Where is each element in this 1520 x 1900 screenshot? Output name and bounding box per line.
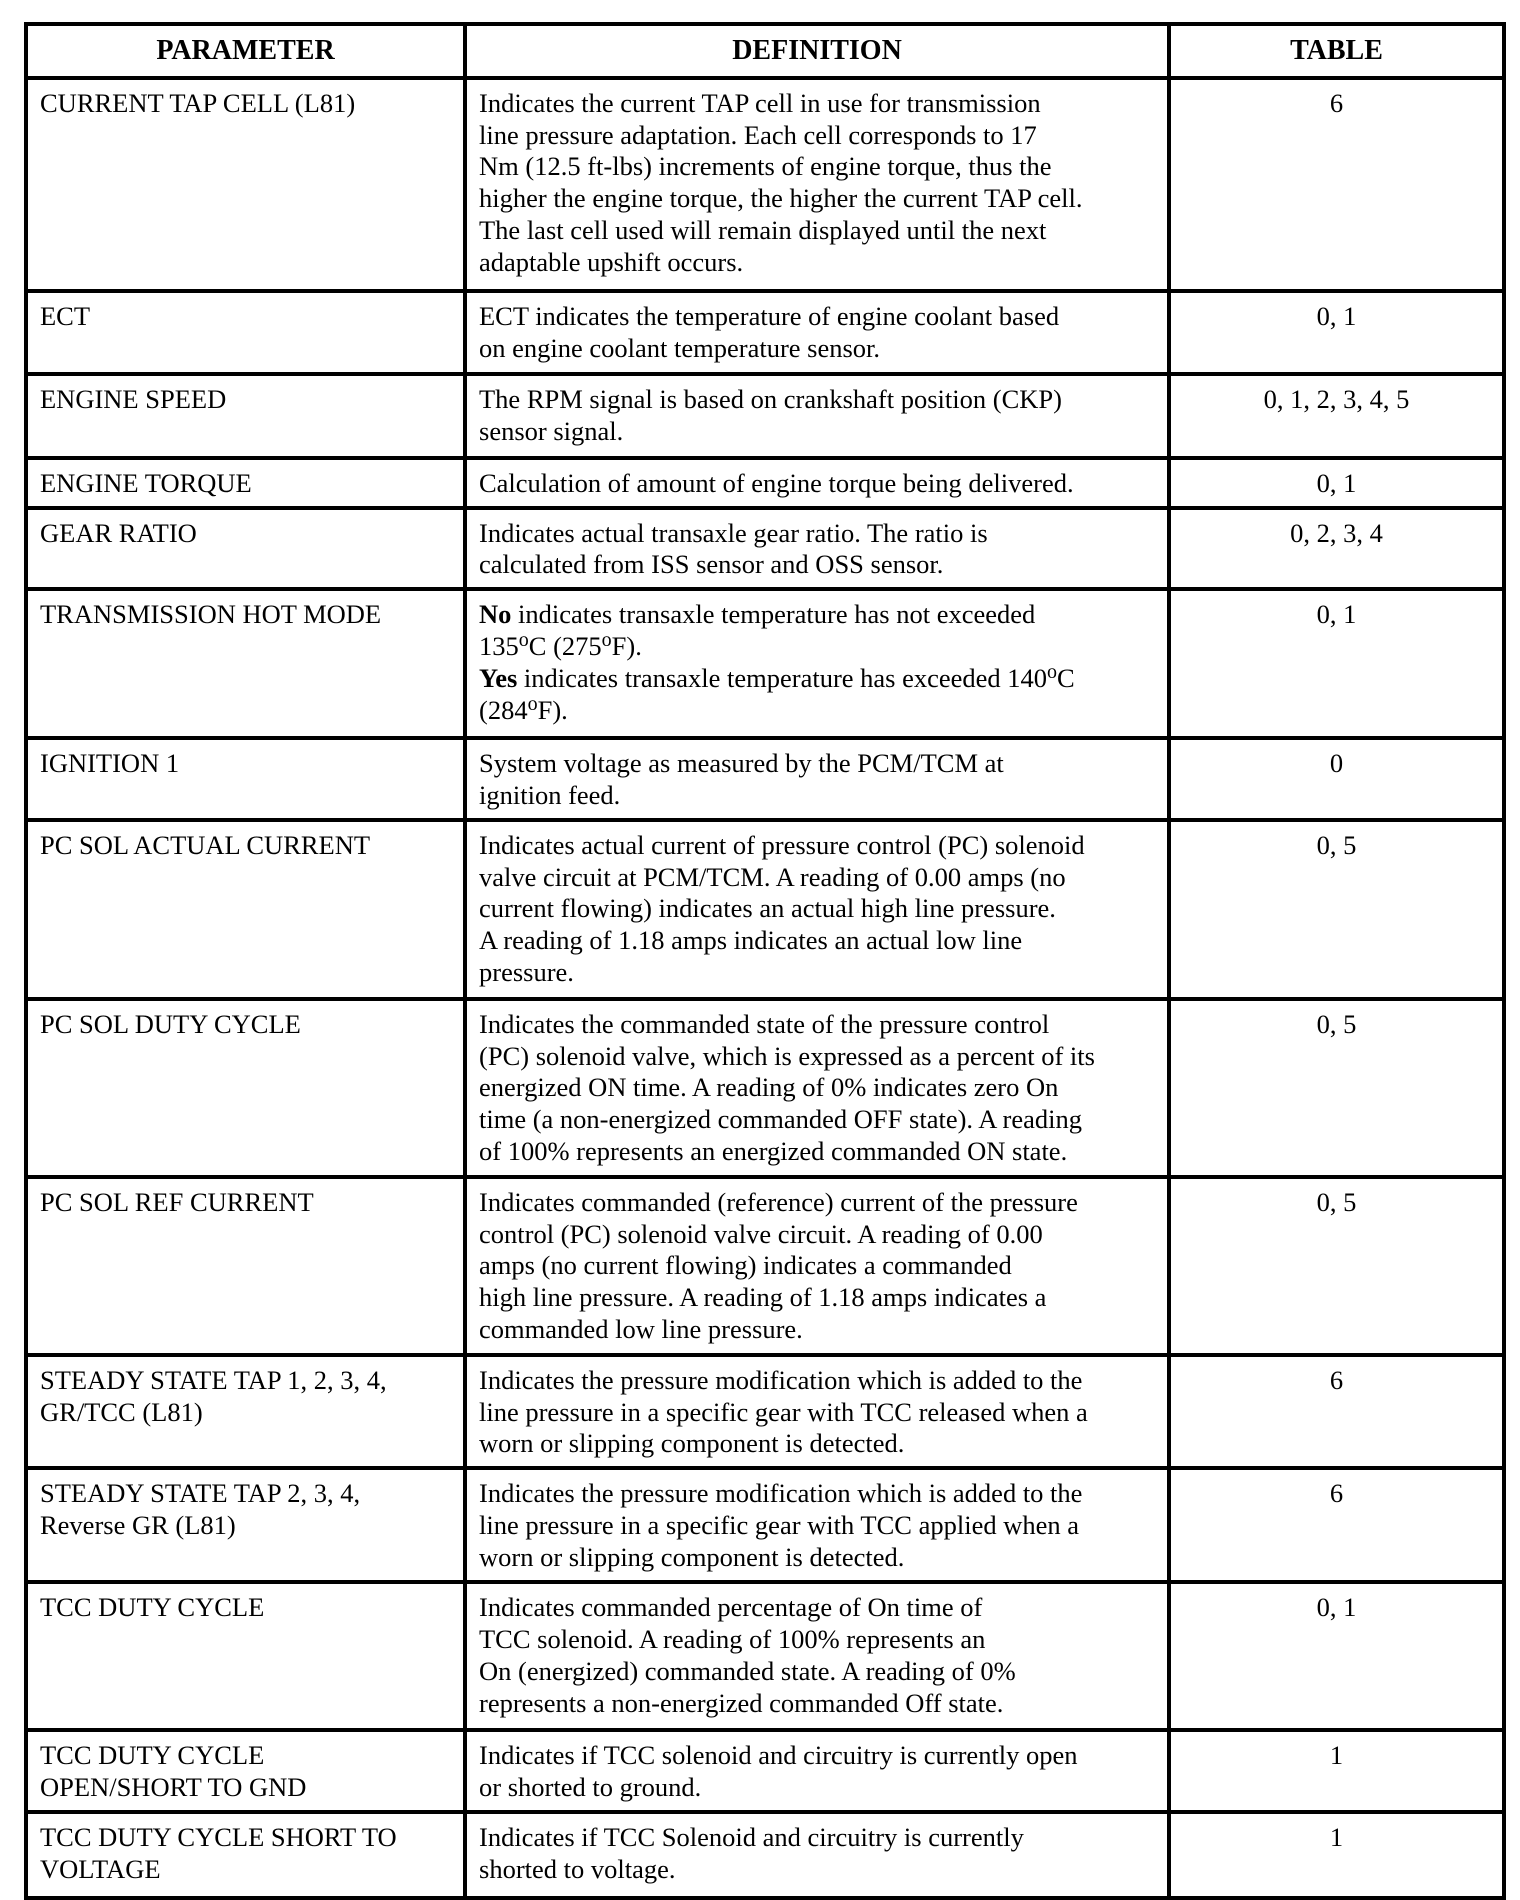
temperature-celsius: 135: [479, 630, 519, 661]
definition-cell: [465, 738, 1169, 820]
definition-cell: [465, 374, 1169, 458]
parameter-name-line: Reverse GR (L81): [40, 1509, 236, 1540]
table-reference-cell: 0, 2, 3, 4: [1169, 508, 1504, 590]
table-row: [26, 508, 1504, 590]
definition-line: Indicates the commanded state of the pressure control: [479, 1008, 1050, 1039]
definition-line: Indicates if TCC Solenoid and circuitry is currently: [479, 1821, 1024, 1852]
table-reference-cell: 0: [1169, 738, 1504, 820]
parameter-name-line: ENGINE SPEED: [40, 383, 227, 414]
degree-symbol: o: [601, 628, 612, 651]
column-header-definition: DEFINITION: [465, 24, 1169, 78]
definition-line: Indicates actual current of pressure control (PC) solenoid: [479, 829, 1085, 860]
temperature-celsius: 140: [1007, 662, 1048, 693]
unit-fahrenheit: F: [537, 694, 553, 725]
parameter-cell: [26, 738, 465, 820]
table-reference-cell: 0, 1: [1169, 589, 1504, 738]
definition-line: time (a non-energized commanded OFF state). A reading: [479, 1104, 1082, 1135]
definition-line: worn or slipping component is detected.: [479, 1541, 905, 1572]
table-reference-cell: 0, 5: [1169, 999, 1504, 1177]
parameter-name-line: PC SOL DUTY CYCLE: [40, 1008, 301, 1039]
parameter-name-line: TCC DUTY CYCLE SHORT TO: [40, 1821, 397, 1852]
definition-cell: [465, 1177, 1169, 1355]
table-row: [26, 999, 1504, 1177]
definition-cell: [465, 589, 1169, 738]
degree-symbol: o: [1047, 660, 1058, 683]
temperature-fahrenheit: 284: [487, 694, 528, 725]
definition-cell: [465, 1582, 1169, 1730]
parameter-name-line: STEADY STATE TAP 2, 3, 4,: [40, 1478, 361, 1509]
parameter-definition-table: [24, 22, 1506, 1900]
column-header-table: TABLE: [1169, 24, 1504, 78]
table-row: [26, 374, 1504, 458]
column-header-parameter: PARAMETER: [26, 24, 465, 78]
table-row: [26, 1812, 1504, 1898]
table-row: [26, 1355, 1504, 1468]
parameter-name-line: PC SOL REF CURRENT: [40, 1186, 314, 1217]
definition-line: calculated from ISS sensor and OSS sensor.: [479, 549, 944, 580]
definition-line: Indicates actual transaxle gear ratio. The ratio is: [479, 517, 988, 548]
parameter-cell: [26, 374, 465, 458]
definition-cell: [465, 1468, 1169, 1582]
definition-cell: [465, 999, 1169, 1177]
definition-line: 135$^o$C (275$^o$F).: [479, 628, 642, 661]
table-header-row: [26, 24, 1504, 78]
parameter-name-line: TCC DUTY CYCLE: [40, 1592, 265, 1623]
table-reference-cell: 0, 1: [1169, 291, 1504, 374]
definition-line: Indicates commanded percentage of On time of: [479, 1592, 983, 1623]
definition-line: System voltage as measured by the PCM/TCM at: [479, 748, 1004, 779]
definition-line: [479, 660, 1155, 695]
table-row: [26, 291, 1504, 374]
parameter-name-line: ENGINE TORQUE: [40, 467, 252, 498]
parameter-name-line: OPEN/SHORT TO GND: [40, 1771, 307, 1802]
parameter-name-line: TRANSMISSION HOT MODE: [40, 599, 382, 630]
definition-line: commanded low line pressure.: [479, 1313, 803, 1344]
definition-line: amps (no current flowing) indicates a commanded: [479, 1250, 1012, 1281]
table-body: [26, 78, 1504, 1898]
definition-cell: [465, 1355, 1169, 1468]
table-reference-cell: 1: [1169, 1730, 1504, 1812]
table-row: [26, 1468, 1504, 1582]
definition-cell: [465, 458, 1169, 508]
definition-line: ignition feed.: [479, 779, 621, 810]
definition-cell: [465, 508, 1169, 590]
definition-cell: [465, 291, 1169, 374]
table-row: [26, 589, 1504, 738]
table-reference-cell: 0, 5: [1169, 820, 1504, 999]
parameter-cell: [26, 589, 465, 738]
definition-line: higher the engine torque, the higher the current TAP cell.: [479, 183, 1083, 214]
definition-line: Indicates the pressure modification which is added to the: [479, 1478, 1083, 1509]
parameter-name-line: VOLTAGE: [40, 1853, 161, 1884]
temperature-fahrenheit: 275: [561, 630, 602, 661]
definition-line: Indicates commanded (reference) current of the pressure: [479, 1186, 1078, 1217]
parameter-cell: [26, 1582, 465, 1730]
definition-line: of 100% represents an energized commanded ON state.: [479, 1135, 1068, 1166]
definition-line: line pressure in a specific gear with TCC released when a: [479, 1396, 1088, 1427]
degree-symbol: o: [527, 692, 538, 715]
definition-line: A reading of 1.18 amps indicates an actual low line: [479, 925, 1023, 956]
table-reference-cell: 0, 1, 2, 3, 4, 5: [1169, 374, 1504, 458]
yes-label: Yes: [479, 662, 518, 693]
definition-line: TCC solenoid. A reading of 100% represents an: [479, 1623, 986, 1654]
definition-cell: [465, 1812, 1169, 1898]
table-reference-cell: 6: [1169, 1355, 1504, 1468]
unit-celsius: C: [528, 630, 547, 661]
parameter-name-line: PC SOL ACTUAL CURRENT: [40, 829, 371, 860]
definition-line: The RPM signal is based on crankshaft position (CKP): [479, 383, 1062, 414]
definition-line: Indicates the current TAP cell in use for transmission: [479, 87, 1041, 118]
definition-line: Nm (12.5 ft-lbs) increments of engine torque, thus the: [479, 151, 1052, 182]
definition-cell: [465, 78, 1169, 291]
parameter-cell: [26, 1355, 465, 1468]
table-row: [26, 1730, 1504, 1812]
parameter-name-line: STEADY STATE TAP 1, 2, 3, 4,: [40, 1364, 387, 1395]
parameter-cell: [26, 458, 465, 508]
definition-line: (284$^o$F).: [479, 692, 568, 725]
parameter-cell: [26, 1812, 465, 1898]
parameter-name-line: ECT: [40, 300, 91, 331]
definition-line: shorted to voltage.: [479, 1853, 676, 1884]
unit-celsius: C: [1057, 662, 1075, 693]
definition-text: indicates transaxle temperature has not exceeded: [511, 599, 1036, 630]
definition-line: adaptable upshift occurs.: [479, 246, 744, 277]
definition-line: line pressure in a specific gear with TCC applied when a: [479, 1509, 1079, 1540]
definition-line: Indicates the pressure modification which is added to the: [479, 1364, 1083, 1395]
table-reference-cell: 0, 5: [1169, 1177, 1504, 1355]
definition-line: sensor signal.: [479, 415, 624, 446]
definition-line: or shorted to ground.: [479, 1771, 702, 1802]
parameter-name-line: GEAR RATIO: [40, 517, 197, 548]
definition-line: on engine coolant temperature sensor.: [479, 332, 881, 363]
parameter-cell: [26, 508, 465, 590]
parameter-cell: [26, 78, 465, 291]
definition-line: Calculation of amount of engine torque being delivered.: [479, 467, 1074, 498]
no-label: No: [479, 599, 512, 630]
table-row: [26, 738, 1504, 820]
parameter-name-line: TCC DUTY CYCLE: [40, 1740, 265, 1771]
parameter-cell: [26, 291, 465, 374]
table-reference-cell: 6: [1169, 1468, 1504, 1582]
table-row: [26, 1582, 1504, 1730]
definition-line: control (PC) solenoid valve circuit. A reading of 0.00: [479, 1218, 1043, 1249]
definition-line: high line pressure. A reading of 1.18 amps indicates a: [479, 1282, 1047, 1313]
definition-line: ECT indicates the temperature of engine coolant based: [479, 300, 1060, 331]
definition-line: current flowing) indicates an actual high line pressure.: [479, 893, 1056, 924]
definition-line: pressure.: [479, 956, 574, 987]
definition-line: Indicates if TCC solenoid and circuitry is currently open: [479, 1740, 1078, 1771]
table-reference-cell: 1: [1169, 1812, 1504, 1898]
parameter-cell: [26, 999, 465, 1177]
parameter-name-line: GR/TCC (L81): [40, 1396, 203, 1427]
definition-line: worn or slipping component is detected.: [479, 1428, 905, 1459]
definition-line: On (energized) commanded state. A reading of 0%: [479, 1655, 1016, 1686]
definition-line: energized ON time. A reading of 0% indicates zero On: [479, 1072, 1059, 1103]
parameter-name-line: CURRENT TAP CELL (L81): [40, 87, 356, 118]
table-reference-cell: 6: [1169, 78, 1504, 291]
degree-symbol: o: [518, 628, 529, 651]
parameter-cell: [26, 1177, 465, 1355]
definition-line: [479, 599, 1155, 631]
table-row: [26, 1177, 1504, 1355]
definition-line: line pressure adaptation. Each cell corresponds to 17: [479, 119, 1037, 150]
definition-line: The last cell used will remain displayed until the next: [479, 214, 1047, 245]
table-reference-cell: 0, 1: [1169, 1582, 1504, 1730]
table-row: [26, 458, 1504, 508]
definition-line: (PC) solenoid valve, which is expressed as a percent of its: [479, 1040, 1095, 1071]
table-reference-cell: 0, 1: [1169, 458, 1504, 508]
parameter-cell: [26, 1730, 465, 1812]
unit-fahrenheit: F: [611, 630, 627, 661]
parameter-name-line: IGNITION 1: [40, 748, 180, 779]
parameter-cell: [26, 820, 465, 999]
definition-line: represents a non-energized commanded Off state.: [479, 1687, 1004, 1718]
table-row: [26, 820, 1504, 999]
definition-line: valve circuit at PCM/TCM. A reading of 0.00 amps (no: [479, 861, 1066, 892]
definition-cell: [465, 1730, 1169, 1812]
definition-text: indicates transaxle temperature has exceeded: [517, 662, 1008, 693]
definition-cell: [465, 820, 1169, 999]
parameter-cell: [26, 1468, 465, 1582]
table-row: [26, 78, 1504, 291]
